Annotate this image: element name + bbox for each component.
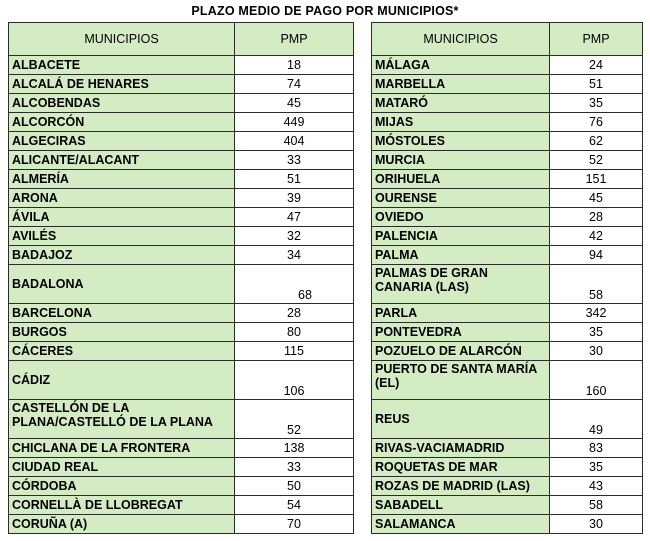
table-row	[372, 208, 643, 227]
table-row	[372, 496, 643, 515]
municipio-name: PALMA	[372, 246, 550, 265]
table-row	[9, 323, 354, 342]
pmp-value: 47	[235, 208, 354, 227]
pmp-value: 28	[550, 208, 643, 227]
municipios-table-right	[371, 22, 643, 534]
pmp-value: 138	[235, 439, 354, 458]
pmp-value: 51	[550, 75, 643, 94]
municipio-name: CORUÑA (A)	[9, 515, 235, 534]
header-row	[372, 23, 643, 56]
pmp-value: 39	[235, 189, 354, 208]
municipio-name: PONTEVEDRA	[372, 323, 550, 342]
table-row	[372, 458, 643, 477]
municipio-name: ALCORCÓN	[9, 113, 235, 132]
municipio-name: ÁVILA	[9, 208, 235, 227]
pmp-value: 68	[235, 265, 354, 304]
table-row	[9, 400, 354, 439]
municipio-name: MARBELLA	[372, 75, 550, 94]
municipio-name: POZUELO DE ALARCÓN	[372, 342, 550, 361]
table-row	[9, 208, 354, 227]
pmp-value: 45	[550, 189, 643, 208]
table-row	[372, 515, 643, 534]
municipio-name: PALMAS DE GRAN CANARIA (LAS)	[372, 265, 550, 304]
pmp-value: 70	[235, 515, 354, 534]
table-row	[9, 189, 354, 208]
table-row	[372, 151, 643, 170]
table-row	[9, 496, 354, 515]
pmp-value: 80	[235, 323, 354, 342]
pmp-value: 76	[550, 113, 643, 132]
municipio-name: ROZAS DE MADRID (LAS)	[372, 477, 550, 496]
table-row	[372, 323, 643, 342]
table-row	[372, 304, 643, 323]
municipio-name: CÁDIZ	[9, 361, 235, 400]
table-row	[9, 227, 354, 246]
municipio-name: MÓSTOLES	[372, 132, 550, 151]
table-row	[372, 75, 643, 94]
municipio-name: MURCIA	[372, 151, 550, 170]
pmp-value: 449	[235, 113, 354, 132]
table-row	[372, 132, 643, 151]
table-row	[9, 170, 354, 189]
municipio-name: PUERTO DE SANTA MARÍA (EL)	[372, 361, 550, 400]
table-row	[9, 75, 354, 94]
pmp-value: 151	[550, 170, 643, 189]
municipio-name: OURENSE	[372, 189, 550, 208]
municipio-name: ORIHUELA	[372, 170, 550, 189]
header-row	[9, 23, 354, 56]
table-row	[9, 132, 354, 151]
table-row	[9, 477, 354, 496]
municipio-name: SABADELL	[372, 496, 550, 515]
pmp-value: 74	[235, 75, 354, 94]
pmp-value: 42	[550, 227, 643, 246]
table-row	[9, 439, 354, 458]
municipio-name: MÁLAGA	[372, 56, 550, 75]
pmp-value: 30	[550, 342, 643, 361]
pmp-value: 52	[550, 151, 643, 170]
pmp-value: 342	[550, 304, 643, 323]
header-pmp: PMP	[235, 23, 354, 56]
pmp-value: 106	[235, 361, 354, 400]
municipio-name: BADAJOZ	[9, 246, 235, 265]
pmp-value: 43	[550, 477, 643, 496]
document-title: PLAZO MEDIO DE PAGO POR MUNICIPIOS*	[191, 4, 459, 18]
municipio-name: CÁCERES	[9, 342, 235, 361]
municipio-name: BURGOS	[9, 323, 235, 342]
pmp-value: 45	[235, 94, 354, 113]
municipios-table-left	[8, 22, 354, 534]
pmp-value: 50	[235, 477, 354, 496]
table-row	[9, 56, 354, 75]
pmp-value: 30	[550, 515, 643, 534]
table-row	[9, 304, 354, 323]
municipio-name: AVILÉS	[9, 227, 235, 246]
municipio-name: PARLA	[372, 304, 550, 323]
municipio-name: ALCOBENDAS	[9, 94, 235, 113]
table-row	[372, 170, 643, 189]
pmp-value: 34	[235, 246, 354, 265]
table-row	[9, 458, 354, 477]
municipio-name: ROQUETAS DE MAR	[372, 458, 550, 477]
municipio-name: CÓRDOBA	[9, 477, 235, 496]
municipio-name: CHICLANA DE LA FRONTERA	[9, 439, 235, 458]
table-row	[372, 189, 643, 208]
municipio-name: CIUDAD REAL	[9, 458, 235, 477]
pmp-value: 35	[550, 323, 643, 342]
pmp-value: 58	[550, 496, 643, 515]
table-row	[372, 94, 643, 113]
pmp-value: 83	[550, 439, 643, 458]
pmp-value: 35	[550, 458, 643, 477]
table-row	[372, 265, 643, 304]
pmp-value: 33	[235, 458, 354, 477]
municipio-name: OVIEDO	[372, 208, 550, 227]
table-row	[9, 246, 354, 265]
pmp-value: 115	[235, 342, 354, 361]
pmp-value: 58	[550, 265, 643, 304]
municipio-name: ALCALÁ DE HENARES	[9, 75, 235, 94]
table-row	[372, 342, 643, 361]
table-row	[372, 56, 643, 75]
pmp-value: 32	[235, 227, 354, 246]
table-row	[9, 151, 354, 170]
pmp-value: 18	[235, 56, 354, 75]
header-municipios: MUNICIPIOS	[9, 23, 235, 56]
table-row	[372, 361, 643, 400]
pmp-value: 33	[235, 151, 354, 170]
municipio-name: BADALONA	[9, 265, 235, 304]
municipio-name: CORNELLÀ DE LLOBREGAT	[9, 496, 235, 515]
pmp-value: 49	[550, 400, 643, 439]
table-row	[372, 477, 643, 496]
table-row	[9, 113, 354, 132]
municipio-name: ARONA	[9, 189, 235, 208]
table-row	[372, 400, 643, 439]
table-row	[372, 113, 643, 132]
pmp-value: 160	[550, 361, 643, 400]
pmp-value: 35	[550, 94, 643, 113]
pmp-value: 54	[235, 496, 354, 515]
municipio-name: RIVAS-VACIAMADRID	[372, 439, 550, 458]
municipio-name: REUS	[372, 400, 550, 439]
pmp-value: 51	[235, 170, 354, 189]
table-row	[372, 227, 643, 246]
header-pmp: PMP	[550, 23, 643, 56]
municipio-name: BARCELONA	[9, 304, 235, 323]
municipio-name: ALICANTE/ALACANT	[9, 151, 235, 170]
pmp-value: 24	[550, 56, 643, 75]
table-row	[9, 361, 354, 400]
municipio-name: ALGECIRAS	[9, 132, 235, 151]
table-row	[9, 94, 354, 113]
pmp-value: 94	[550, 246, 643, 265]
municipio-name: MIJAS	[372, 113, 550, 132]
table-row	[372, 439, 643, 458]
municipio-name: SALAMANCA	[372, 515, 550, 534]
table-row	[9, 515, 354, 534]
pmp-value: 28	[235, 304, 354, 323]
pmp-value: 62	[550, 132, 643, 151]
municipio-name: ALMERÍA	[9, 170, 235, 189]
municipio-name: ALBACETE	[9, 56, 235, 75]
table-row	[9, 342, 354, 361]
municipio-name: PALENCIA	[372, 227, 550, 246]
header-municipios: MUNICIPIOS	[372, 23, 550, 56]
municipio-name: CASTELLÓN DE LA PLANA/CASTELLÓ DE LA PLANA	[9, 400, 235, 439]
pmp-value: 52	[235, 400, 354, 439]
table-row	[9, 265, 354, 304]
table-row	[372, 246, 643, 265]
municipio-name: MATARÓ	[372, 94, 550, 113]
pmp-value: 404	[235, 132, 354, 151]
